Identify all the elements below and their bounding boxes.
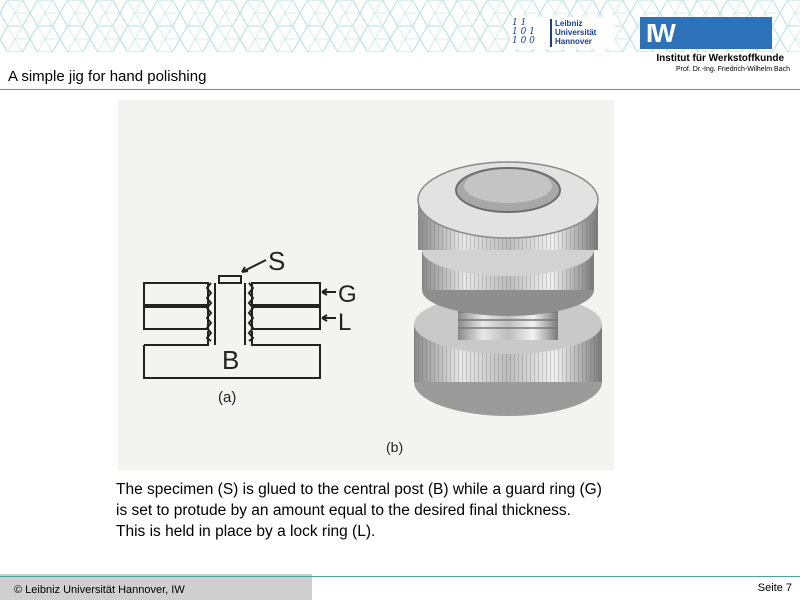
caption-a: (a): [218, 389, 237, 406]
jig-figure: [118, 100, 614, 470]
body-line: This is held in place by a lock ring (L).: [116, 523, 376, 540]
luh-logo-line: Universität: [555, 28, 597, 37]
footer-divider: [0, 576, 800, 577]
slide-body-text: [116, 479, 716, 542]
luh-logo-line: Leibniz: [555, 19, 583, 28]
luh-logo-line: Hannover: [555, 37, 592, 46]
label-b: B: [222, 345, 240, 375]
slide-title: A simple jig for hand polishing: [8, 68, 207, 85]
page-number: Seite 7: [757, 582, 792, 594]
footer-copyright: © Leibniz Universität Hannover, IW: [14, 584, 185, 596]
label-l: L: [338, 309, 352, 336]
luh-logo-mark: [512, 19, 548, 47]
caption-b: (b): [386, 439, 404, 455]
label-g: G: [338, 281, 357, 308]
label-s: S: [268, 246, 286, 276]
institute-name: Institut für Werkstoffkunde: [656, 53, 784, 64]
luh-logo-text: [555, 19, 596, 46]
body-line: The specimen (S) is glued to the central post (B) while a guard ring (G): [116, 481, 602, 498]
body-line: is set to protude by an amount equal to the desired final thickness.: [116, 502, 571, 519]
institute-professor: Prof. Dr.-Ing. Friedrich-Wilhelm Bach: [676, 66, 790, 73]
luh-logo: [510, 17, 615, 49]
luh-logo-divider: [550, 19, 552, 47]
luh-logo-grid-row: 1 1: [512, 18, 527, 28]
jig-photo-b: [414, 162, 602, 416]
luh-logo-grid-row: 1 0 0: [512, 36, 535, 46]
title-divider: [0, 89, 800, 90]
iw-logo-mark: IW: [646, 18, 674, 48]
luh-logo-grid-row: 1 0 1: [512, 27, 535, 37]
iw-logo: [640, 17, 772, 49]
